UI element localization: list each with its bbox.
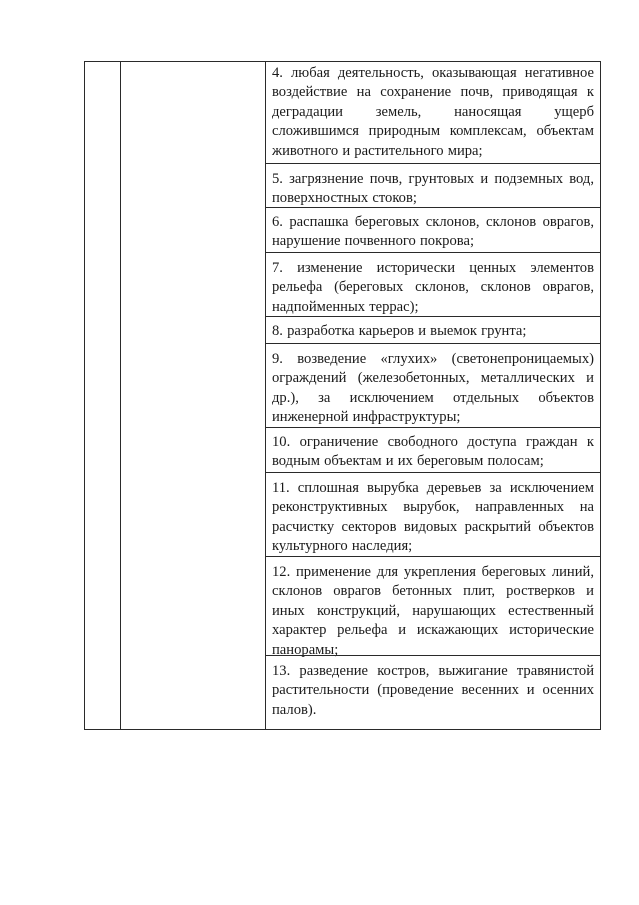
list-item: 7. изменение исторически ценных элементов рельефа (береговых склонов, склонов оврагов, надпойменных террас); (266, 252, 600, 317)
list-item: 5. загрязнение почв, грунтовых и подземных вод, поверхностных стоков; (266, 163, 600, 209)
restrictions-table (84, 61, 601, 730)
table-column-number (85, 62, 120, 729)
list-item: 6. распашка береговых склонов, склонов оврагов, нарушение почвенного покрова; (266, 207, 600, 252)
list-item: 4. любая деятельность, оказывающая негативное воздействие на сохранение почв, приводящая к деградации земель, наносящая ущерб сложившимся природным комплексам, объектам животного и растительного мира; (272, 65, 594, 159)
list-item: 12. применение для укрепления береговых линий, склонов оврагов бетонных плит, ростверков и иных конструкций, нарушающих естественный характер рельефа и искажающих исторические панорамы; (266, 556, 600, 660)
table-column-name (121, 62, 265, 729)
list-item: 13. разведение костров, выжигание травянистой растительности (проведение весенних и осенних палов). (266, 655, 600, 720)
list-item: 9. возведение «глухих» (светонепроницаемых) ограждений (железобетонных, металлических и др.), за исключением отдельных объектов инженерной инфраструктуры; (266, 343, 600, 428)
table-column-restrictions (266, 62, 600, 729)
list-item: 11. сплошная вырубка деревьев за исключением реконструктивных вырубок, направленных на расчистку секторов видовых раскрытий объектов культурного наследия; (266, 472, 600, 557)
list-item: 10. ограничение свободного доступа граждан к водным объектам и их береговым полосам; (266, 427, 600, 472)
list-item: 8. разработка карьеров и выемок грунта; (266, 316, 600, 341)
